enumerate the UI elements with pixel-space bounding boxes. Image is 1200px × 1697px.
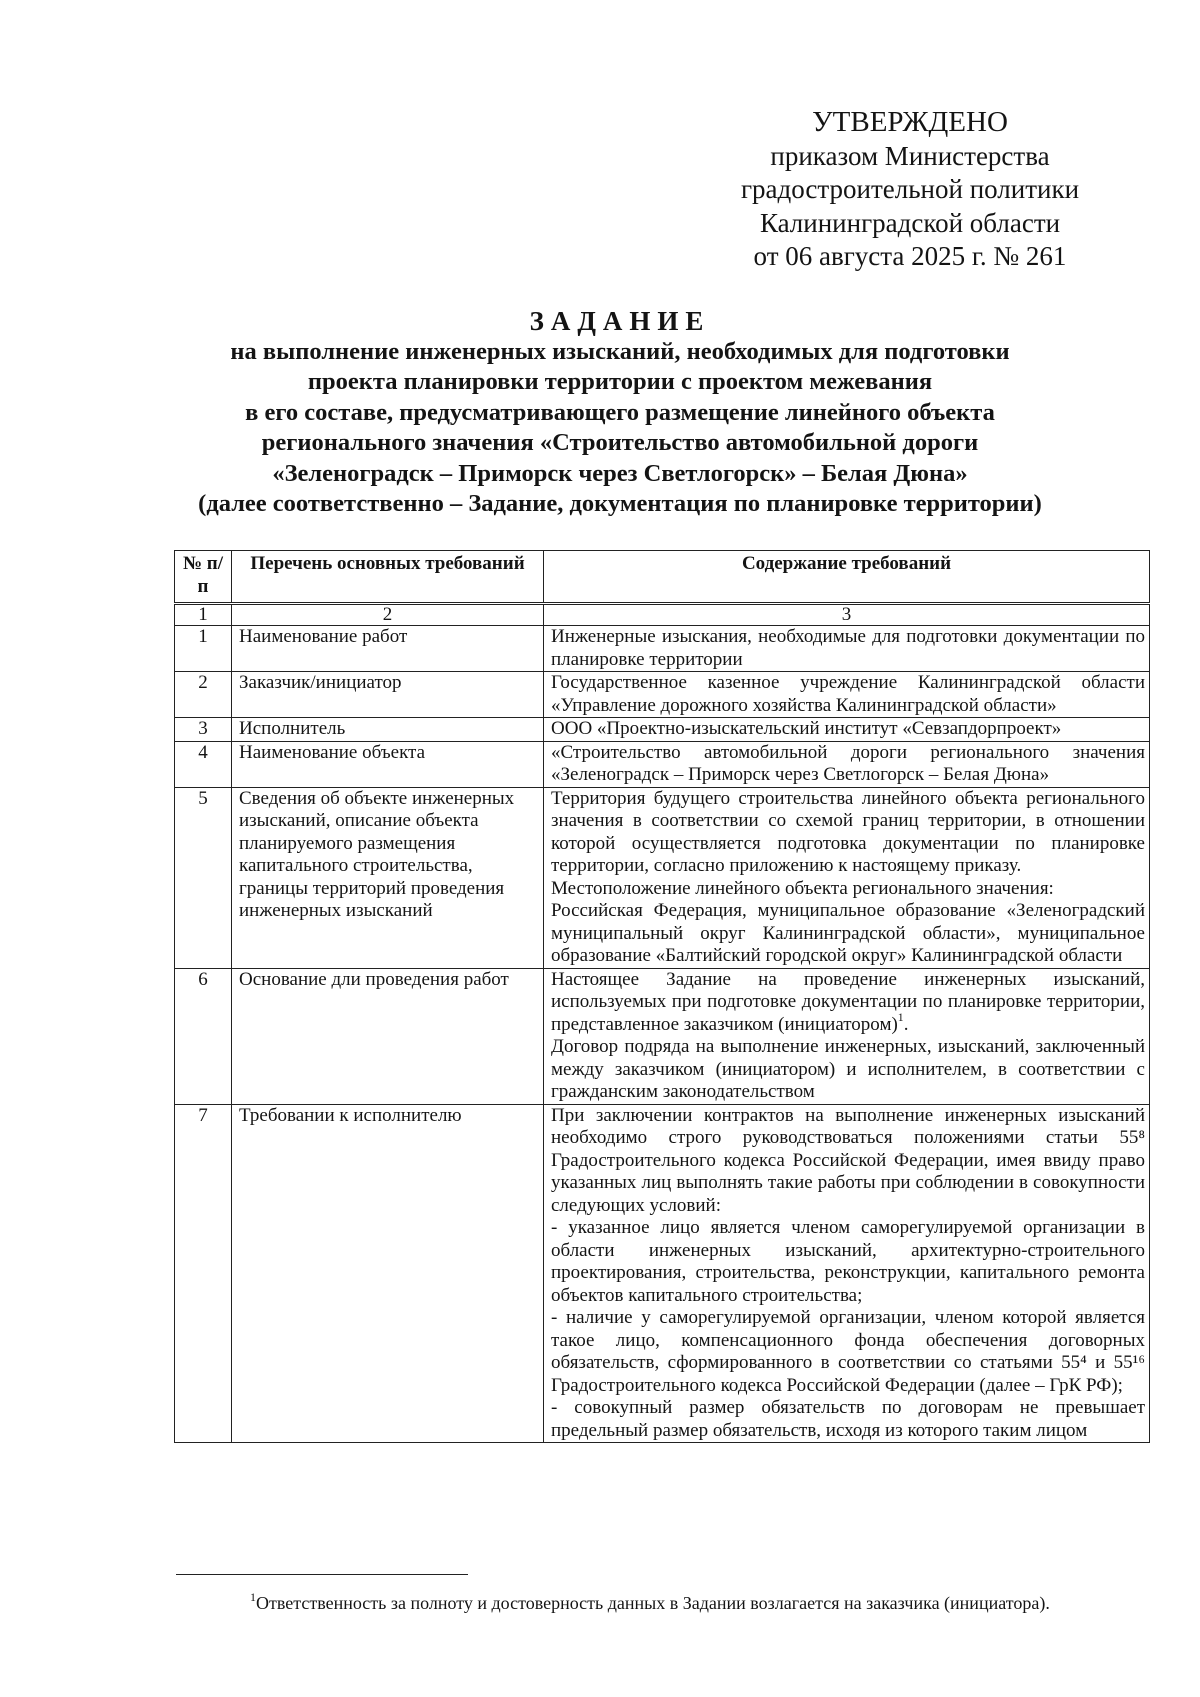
document-title bbox=[160, 306, 1080, 520]
table-row bbox=[175, 672, 1150, 718]
header-num: № п/п bbox=[175, 551, 232, 604]
row-requirement: Наименование объекта bbox=[232, 741, 544, 787]
approval-date: от 06 августа 2025 г. № 261 bbox=[753, 241, 1067, 271]
column-number: 1 bbox=[175, 604, 232, 626]
title-line: регионального значения «Строительство автомобильной дороги bbox=[261, 429, 979, 456]
title-line: на выполнение инженерных изысканий, необходимых для подготовки bbox=[230, 337, 1010, 365]
content-paragraph: Инженерные изыскания, необходимые для подготовки документации по планировке территории bbox=[551, 626, 1145, 670]
title-main: ЗАДАНИЕ bbox=[529, 306, 711, 336]
approval-heading: УТВЕРЖДЕНО bbox=[812, 106, 1008, 138]
title-line: в его составе, предусматривающего размещение линейного объекта bbox=[245, 398, 995, 426]
content-paragraph: Государственное казенное учреждение Калининградской области «Управление дорожного хозяйства Калининградской области» bbox=[551, 672, 1145, 716]
table-row bbox=[175, 741, 1150, 787]
footnote-text: Ответственность за полноту и достоверность данных в Задании возлагается на заказчика (инициатора). bbox=[256, 1593, 1050, 1613]
row-requirement: Заказчик/инициатор bbox=[232, 672, 544, 718]
title-line: «Зеленоградск – Приморск через Светлогорск» – Белая Дюна» bbox=[272, 459, 968, 487]
row-requirement: Сведения об объекте инженерных изысканий, описание объекта планируемого размещения капитального строительства, границы территорий проведения инженерных изысканий bbox=[232, 787, 544, 968]
row-requirement: Требовании к исполнителю bbox=[232, 1104, 544, 1443]
title-line: проекта планировки территории с проектом межевания bbox=[307, 368, 933, 395]
approval-line: приказом Министерства bbox=[770, 140, 1050, 171]
content-paragraph: Местоположение линейного объекта регионального значения: bbox=[551, 877, 1054, 899]
table-row bbox=[175, 968, 1150, 1104]
row-number: 1 bbox=[175, 626, 232, 672]
content-paragraph: Российская Федерация, муниципальное образование «Зеленоградский муниципальный округ Калининградской области», муниципальное образование «Балтийский городской округ» Калининградской области bbox=[551, 900, 1145, 966]
content-paragraph: Настоящее Задание на проведение инженерных изысканий, используемых при подготовке документации по планировке территории, представленное заказчиком (инициатором)$^1$. bbox=[551, 968, 1145, 1035]
row-requirement: Наименование работ bbox=[232, 626, 544, 672]
row-requirement: Исполнитель bbox=[232, 718, 544, 742]
row-content bbox=[544, 741, 1150, 787]
header-content: Содержание требований bbox=[544, 551, 1150, 604]
requirements-table bbox=[174, 550, 1150, 1443]
table-row bbox=[175, 718, 1150, 742]
content-paragraph: При заключении контрактов на выполнение инженерных изысканий необходимо строго руководствоваться положениями статьи 55⁸ Градостроительного кодекса Российской Федерации, имея ввиду право указанных лиц выполнять такие работы при соблюдении в совокупности следующих условий: bbox=[551, 1104, 1145, 1216]
content-paragraph: «Строительство автомобильной дороги регионального значения «Зеленоградск – Приморск через Светлогорск – Белая Дюна» bbox=[551, 741, 1145, 785]
table-header-row bbox=[175, 551, 1150, 604]
table-row bbox=[175, 787, 1150, 968]
footnote-mark: 1 bbox=[250, 1589, 256, 1604]
row-number: 5 bbox=[175, 787, 232, 968]
content-paragraph: - наличие у саморегулируемой организации, членом которой является такое лицо, компенсационного фонда обеспечения договорных обязательств, сформированного в соответствии со статьями 55⁴ и 55¹⁶ Градостроительного кодекса Российской Федерации (далее – ГрК РФ); bbox=[551, 1307, 1145, 1396]
row-number: 7 bbox=[175, 1104, 232, 1443]
content-paragraph: ООО «Проектно-изыскательский институт «Севзапдорпроект» bbox=[551, 718, 1062, 739]
approval-line: Калининградской области bbox=[759, 207, 1061, 238]
row-content bbox=[544, 968, 1150, 1104]
row-requirement: Основание дли проведения работ bbox=[232, 968, 544, 1104]
row-content bbox=[544, 672, 1150, 718]
row-number: 4 bbox=[175, 741, 232, 787]
column-number-row bbox=[175, 604, 1150, 626]
footnote-divider bbox=[176, 1574, 468, 1575]
column-number: 2 bbox=[232, 604, 544, 626]
approval-stamp bbox=[700, 106, 1120, 274]
table-row bbox=[175, 626, 1150, 672]
row-content bbox=[544, 718, 1150, 742]
paragraph-text: Настоящее Задание на проведение инженерных изысканий, используемых при подготовке документации по планировке территории, представленное заказчиком (инициатором) bbox=[551, 968, 1145, 1035]
table-row bbox=[175, 1104, 1150, 1443]
row-number: 2 bbox=[175, 672, 232, 718]
row-content bbox=[544, 787, 1150, 968]
row-content bbox=[544, 626, 1150, 672]
approval-line: градостроительной политики bbox=[740, 174, 1080, 204]
row-number: 6 bbox=[175, 968, 232, 1104]
title-line: (далее соответственно – Задание, документация по планировке территории) bbox=[198, 490, 1042, 517]
header-requirement: Перечень основных требований bbox=[232, 551, 544, 604]
content-paragraph: - совокупный размер обязательств по договорам не превышает предельный размер обязательств, исходя из которого таким лицом bbox=[551, 1397, 1145, 1441]
footnote-reference: 1 bbox=[897, 1011, 904, 1024]
content-paragraph: Договор подряда на выполнение инженерных, изысканий, заключенный между заказчиком (инициатором) и исполнителем, в соответствии с гражданским законодательством bbox=[551, 1036, 1145, 1102]
row-number: 3 bbox=[175, 718, 232, 742]
content-paragraph: Территория будущего строительства линейного объекта регионального значения в соответствии со схемой границ территории, в отношении которой осуществляется подготовка документации по планировке территории, согласно приложению к настоящему приказу. bbox=[551, 787, 1145, 876]
column-number: 3 bbox=[544, 604, 1150, 626]
row-content bbox=[544, 1104, 1150, 1443]
content-paragraph: - указанное лицо является членом саморегулируемой организации в области инженерных изысканий, архитектурно-строительного проектирования, строительства, реконструкции, капитального ремонта объектов капитального строительства; bbox=[551, 1217, 1145, 1306]
footnote bbox=[250, 1589, 1150, 1614]
